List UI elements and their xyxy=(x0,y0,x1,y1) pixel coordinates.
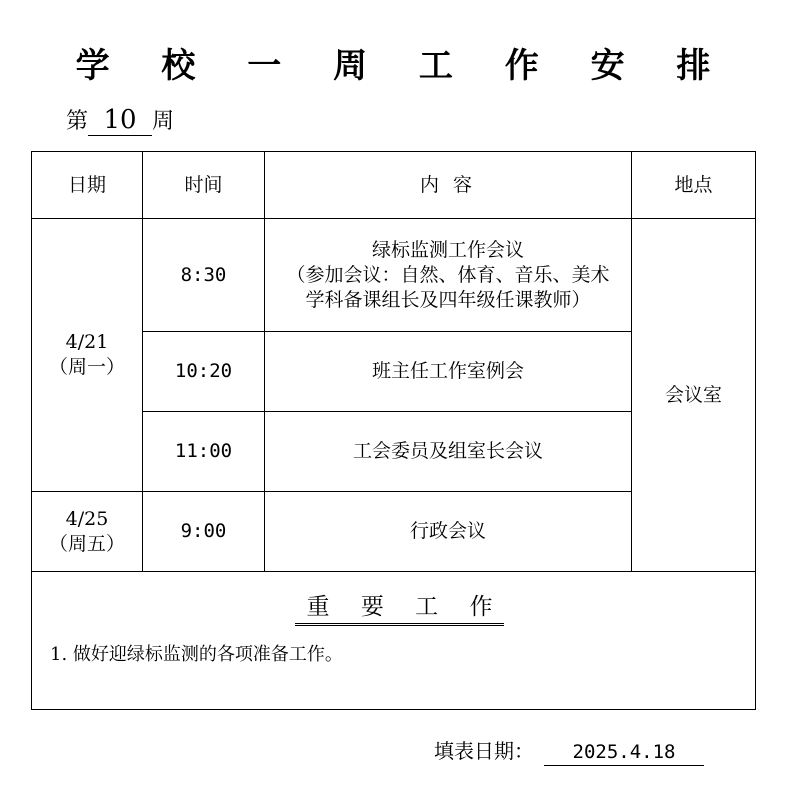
important-row xyxy=(32,572,756,710)
date-value: 4/21 xyxy=(65,331,109,353)
page-title: 学 校 一 周 工 作 安 排 xyxy=(75,46,731,86)
time-cell: 11:00 xyxy=(143,412,265,492)
weekday-value: （周五） xyxy=(48,532,125,555)
date-value: 4/25 xyxy=(65,507,109,530)
time-cell: 9:00 xyxy=(143,492,265,572)
time-cell: 10:20 xyxy=(143,332,265,412)
date-cell xyxy=(32,492,143,572)
content-line: 学科备课组长及四年级任课教师） xyxy=(305,288,591,311)
schedule-table xyxy=(31,151,756,710)
fill-date xyxy=(434,736,704,766)
content-cell xyxy=(265,219,632,332)
header-time: 时间 xyxy=(143,152,265,219)
content-cell: 工会委员及组室长会议 xyxy=(265,412,632,492)
important-list xyxy=(50,642,755,668)
location-cell: 会议室 xyxy=(632,219,756,572)
fill-date-value: 2025.4.18 xyxy=(544,739,704,766)
header-content: 内 容 xyxy=(265,152,632,219)
date-cell xyxy=(32,219,143,492)
important-title-wrap xyxy=(32,592,755,626)
content-cell: 行政会议 xyxy=(265,492,632,572)
week-number: 10 xyxy=(88,105,152,136)
content-line: 绿标监测工作会议 xyxy=(371,238,524,261)
content-cell: 班主任工作室例会 xyxy=(265,332,632,412)
list-item: 1. 做好迎绿标监测的各项准备工作。 xyxy=(50,644,343,665)
important-title: 重 要 工 作 xyxy=(295,592,505,626)
header-row xyxy=(32,152,756,219)
time-cell: 8:30 xyxy=(143,219,265,332)
table-row xyxy=(32,219,756,332)
week-line xyxy=(66,104,174,140)
week-suffix: 周 xyxy=(152,109,175,134)
header-location: 地点 xyxy=(632,152,756,219)
content-line: （参加会议：自然、体育、音乐、美术 xyxy=(286,263,610,286)
fill-date-label: 填表日期： xyxy=(434,739,534,763)
important-section xyxy=(32,572,756,710)
weekday-value: （周一） xyxy=(48,356,125,378)
header-date: 日期 xyxy=(32,152,143,219)
week-prefix: 第 xyxy=(66,109,89,134)
